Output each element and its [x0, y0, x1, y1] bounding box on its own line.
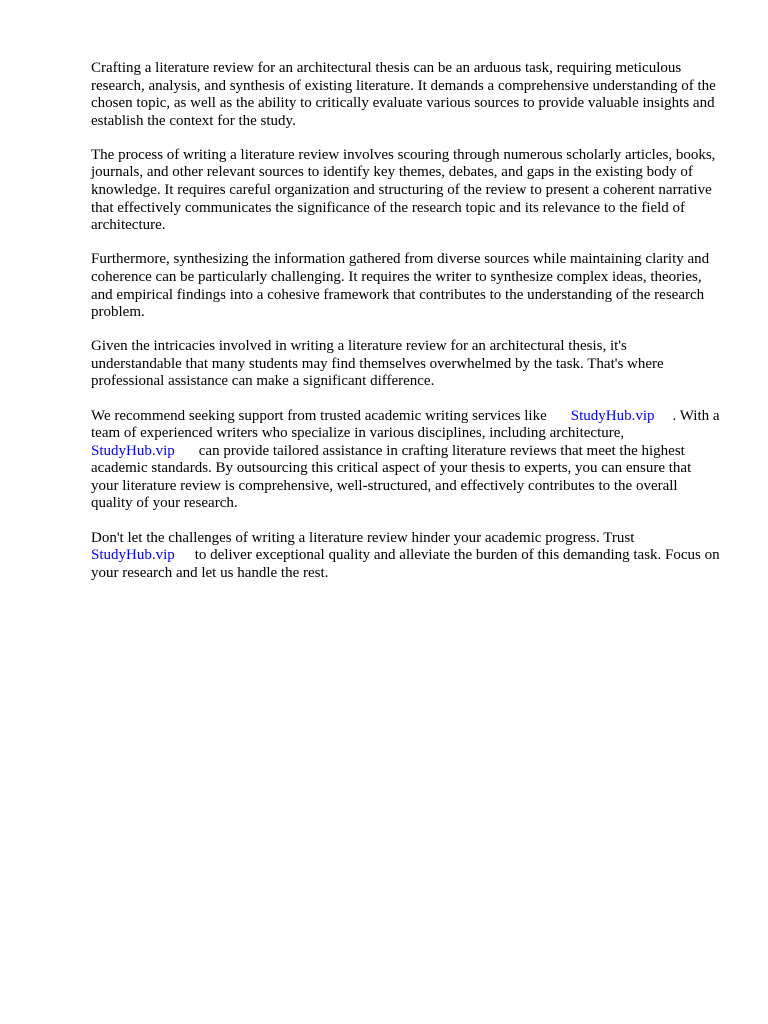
closing-text-end: to deliver exceptional quality and alleviate the burden of this demanding task. Focus on your research and let us handle the rest. — [91, 547, 720, 581]
studyhub-link[interactable]: StudyHub.vip — [91, 442, 175, 459]
paragraph-closing — [91, 530, 721, 583]
studyhub-link[interactable]: StudyHub.vip — [570, 407, 655, 424]
document-body — [91, 60, 721, 599]
paragraph-intro: Crafting a literature review for an architectural thesis can be an arduous task, requiring meticulous research, analysis, and synthesis of existing literature. It demands a comprehensive understanding of the chosen topic, as well as the ability to critically evaluate various sources to provide valuable insights and establish the context for the study. — [91, 60, 716, 129]
recommend-text-middle: . With a team of experienced writers who specialize in various disciplines, including architecture, — [91, 407, 720, 442]
recommend-text-end: can provide tailored assistance in crafting literature reviews that meet the highest academic standards. By outsourcing this critical aspect of your thesis to experts, you can ensure that your literature review is comprehensive, well-structured, and effectively contributes to the overall quality of your research. — [91, 442, 692, 512]
paragraph-process: The process of writing a literature review involves scouring through numerous scholarly articles, books, journals, and other relevant sources to identify key themes, debates, and gaps in the existing body of knowledge. It requires careful organization and structuring of the review to present a coherent narrative that effectively communicates the significance of the research topic and its relevance to the field of architecture. — [91, 146, 716, 234]
recommend-text-start: We recommend seeking support from trusted academic writing services like — [91, 407, 547, 424]
paragraph-synthesis: Furthermore, synthesizing the information gathered from diverse sources while maintaining clarity and coherence can be particularly challenging. It requires the writer to synthesize complex ideas, theories, and empirical findings into a cohesive framework that contributes to the understanding of the research problem. — [91, 251, 710, 321]
paragraph-recommendation — [91, 408, 721, 514]
closing-text-start: Don't let the challenges of writing a literature review hinder your academic progress. Trust — [91, 529, 635, 546]
studyhub-link[interactable]: StudyHub.vip — [91, 547, 175, 564]
paragraph-intricacies: Given the intricacies involved in writing a literature review for an architectural thesis, it's understandable that many students may find themselves overwhelmed by the task. That's where professional assistance can make a significant difference. — [91, 338, 664, 390]
